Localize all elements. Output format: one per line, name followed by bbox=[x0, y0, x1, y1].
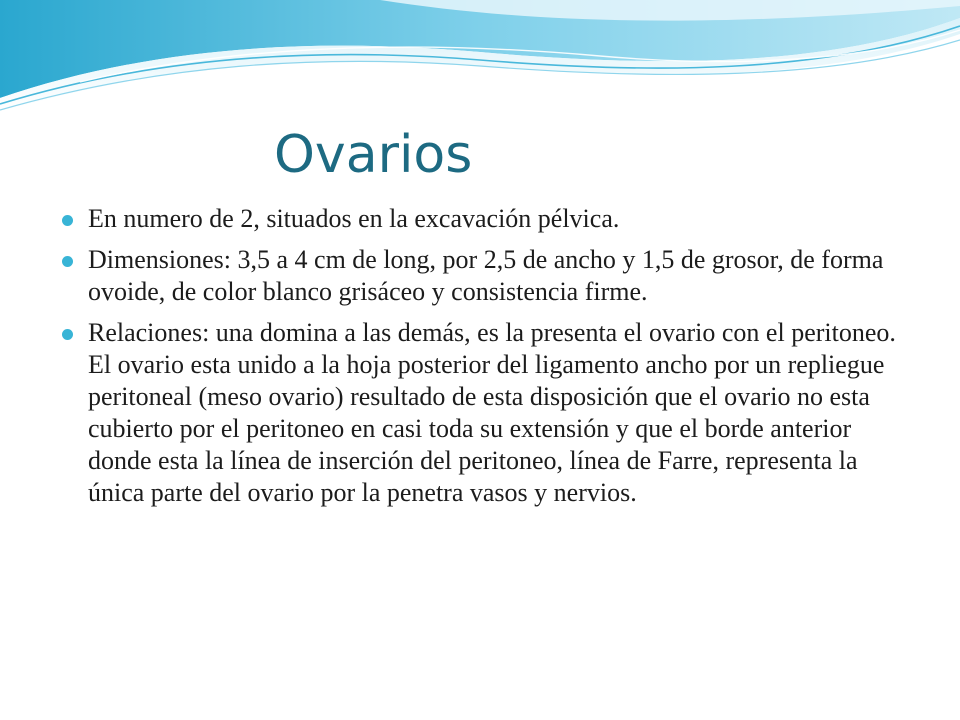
bullet-item bbox=[60, 203, 920, 235]
decorative-wave-header bbox=[0, 0, 960, 120]
bullet-text: Relaciones: una domina a las demás, es la presenta el ovario con el peritoneo. El ovario esta unido a la hoja posterior del ligamento ancho por un repliegue peritoneal (meso ovario) resultado de esta disposición que el ovario no esta cubierto por el peritoneo en casi toda su extensión y que el borde anterior donde esta la línea de inserción del peritoneo, línea de Farre, representa la única parte del ovario por la penetra vasos y nervios. bbox=[88, 318, 896, 507]
bullet-item bbox=[60, 317, 920, 509]
bullet-dot-icon bbox=[62, 215, 73, 226]
slide-title: Ovarios bbox=[274, 125, 473, 185]
bullet-text: En numero de 2, situados en la excavación pélvica. bbox=[88, 204, 620, 233]
bullet-dot-icon bbox=[62, 329, 73, 340]
bullet-item bbox=[60, 244, 920, 308]
bullet-list bbox=[60, 203, 920, 518]
bullet-text: Dimensiones: 3,5 a 4 cm de long, por 2,5 de ancho y 1,5 de grosor, de forma ovoide, de color blanco grisáceo y consistencia firme. bbox=[88, 245, 884, 306]
bullet-dot-icon bbox=[62, 256, 73, 267]
